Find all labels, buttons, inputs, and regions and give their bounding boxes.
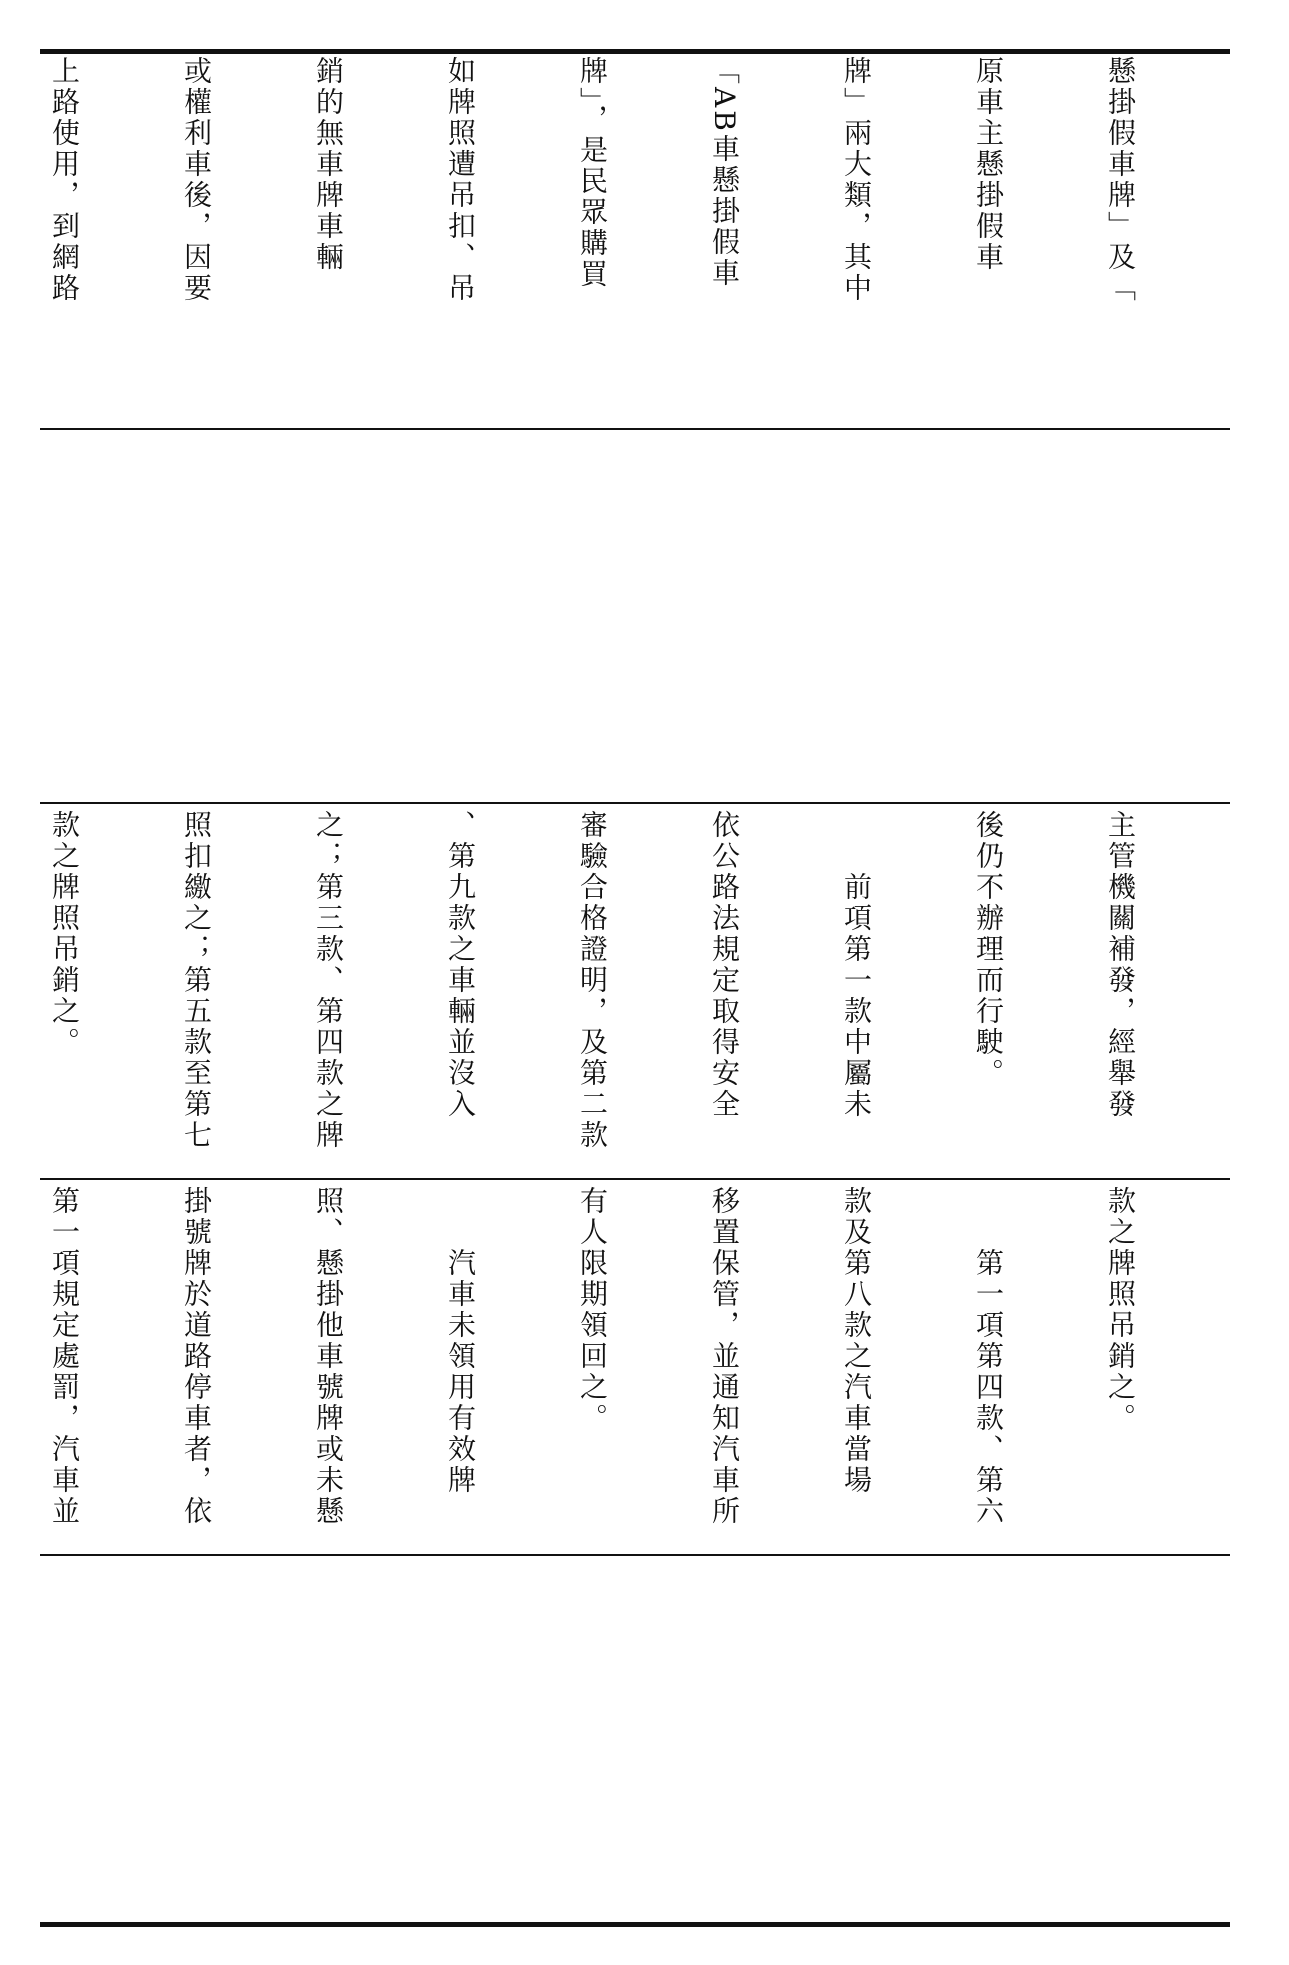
text-line: 如牌照遭吊扣、吊 [444, 56, 477, 304]
text-line: 、第九款之車輛並沒入 [444, 810, 477, 1120]
text-line: 依公路法規定取得安全 [708, 810, 741, 1120]
text-line: 銷的無車牌車輛 [312, 56, 345, 273]
row1-right-text [40, 56, 1230, 426]
text-line: 牌」，是民眾購買 [576, 56, 609, 290]
row5-empty-cell [40, 1558, 1230, 1920]
table-bottom-border [40, 1922, 1230, 1927]
text-line: 掛號牌於道路停車者，依 [180, 1186, 213, 1527]
text-line: 款及第八款之汽車當場 [840, 1186, 873, 1496]
text-line: 款之牌照吊銷之。 [1104, 1186, 1137, 1434]
text-line: 或權利車後，因要 [180, 56, 213, 304]
text-line: 汽車未領用有效牌 [444, 1186, 477, 1496]
text-line: 前項第一款中屬未 [840, 810, 873, 1120]
text-line: 牌」兩大類，其中 [840, 56, 873, 304]
text-line: 第一項規定處罰，汽車並 [48, 1186, 81, 1527]
row-divider [40, 428, 1230, 430]
text-line: 懸掛假車牌」及「 [1104, 56, 1137, 304]
text-line: 「AB車懸掛假車 [708, 56, 741, 289]
text-line: 照扣繳之；第五款至第七 [180, 810, 213, 1151]
text-line: 款之牌照吊銷之。 [48, 810, 81, 1058]
table-top-border [40, 49, 1230, 54]
text-line: 後仍不辦理而行駛。 [972, 810, 1005, 1089]
text-line: 照、懸掛他車號牌或未懸 [312, 1186, 345, 1527]
row-divider [40, 802, 1230, 804]
text-line: 審驗合格證明，及第二款 [576, 810, 609, 1151]
text-line: 原車主懸掛假車 [972, 56, 1005, 273]
text-line: 有人限期領回之。 [576, 1186, 609, 1434]
row-divider [40, 1178, 1230, 1180]
row3-text [40, 810, 1230, 1175]
text-line: 主管機關補發，經舉發 [1104, 810, 1137, 1120]
row2-empty-cell [40, 432, 1230, 800]
row4-text [40, 1186, 1230, 1552]
text-line: 第一項第四款、第六 [972, 1186, 1005, 1527]
text-line: 之；第三款、第四款之牌 [312, 810, 345, 1151]
row-divider [40, 1554, 1230, 1556]
text-line: 移置保管，並通知汽車所 [708, 1186, 741, 1527]
text-line: 上路使用，到網路 [48, 56, 81, 304]
